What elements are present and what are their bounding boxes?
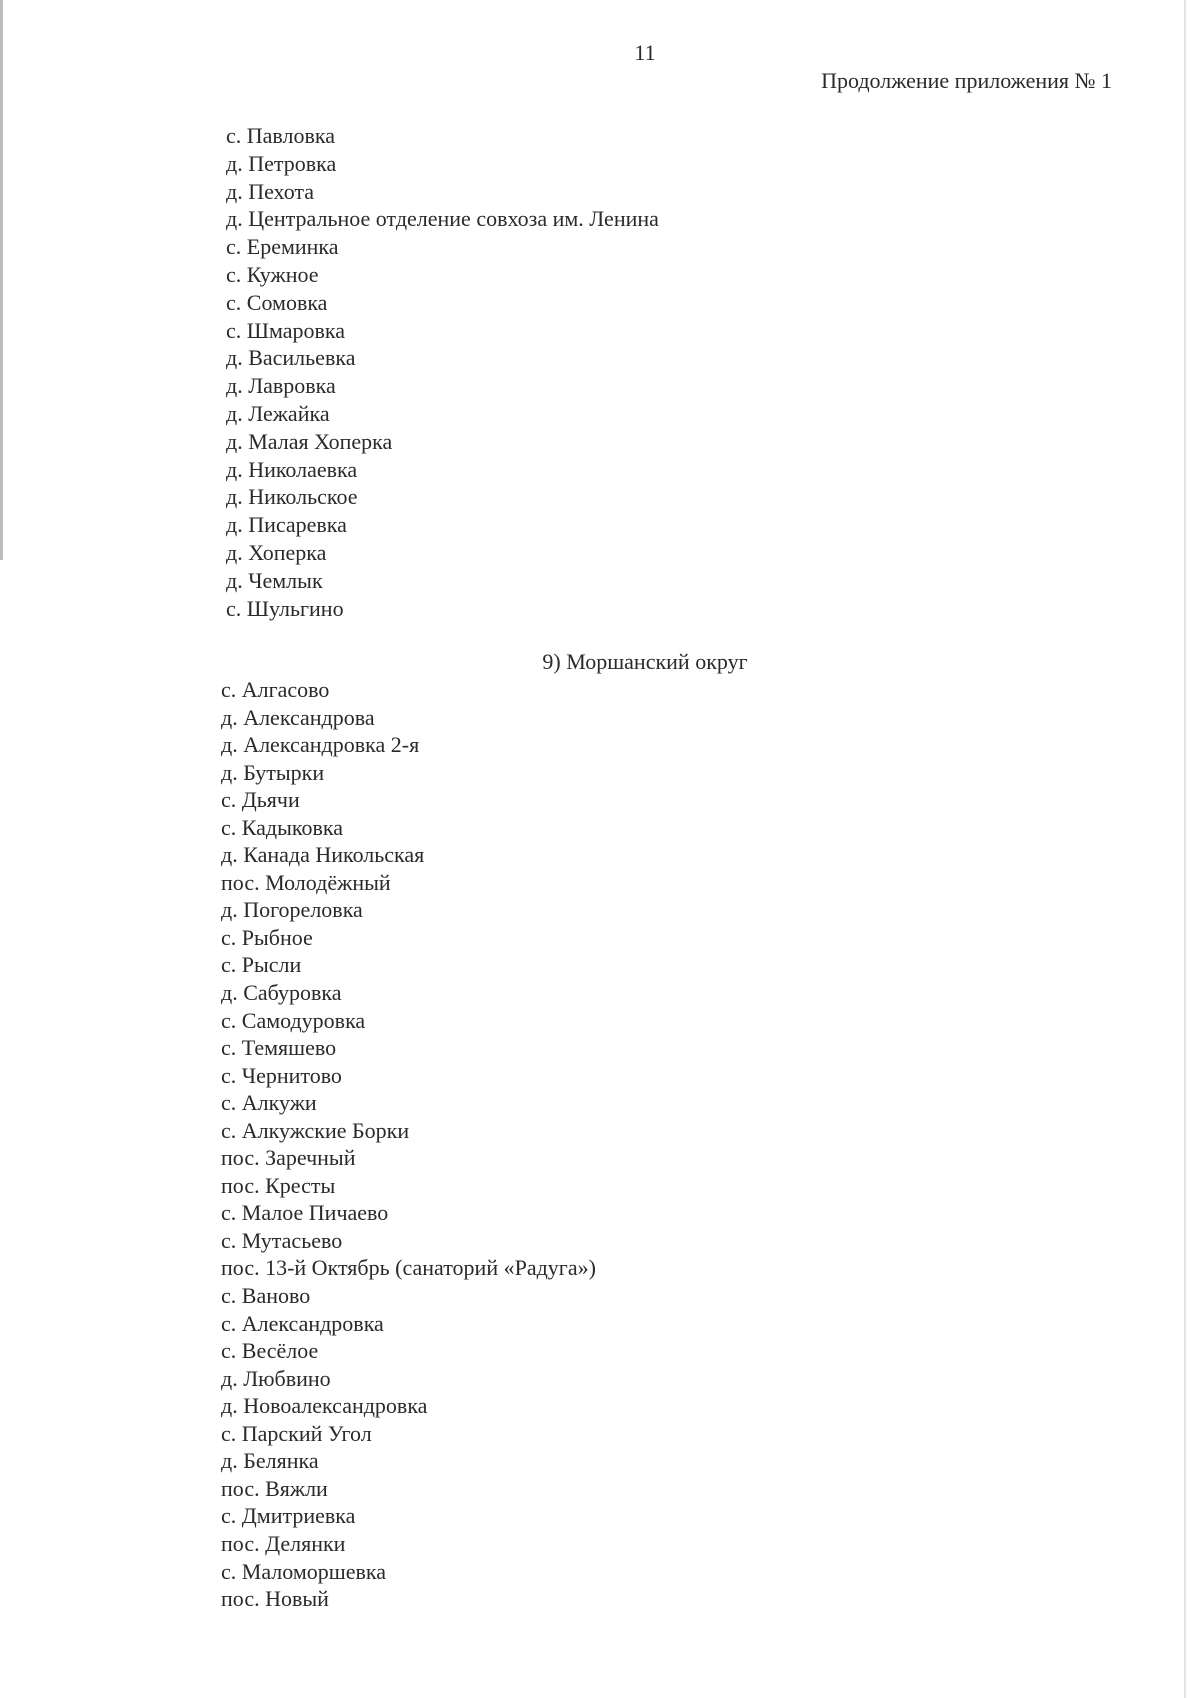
settlement-list-item: с. Кужное — [226, 261, 319, 287]
settlement-list-item: с. Парский Угол — [221, 1420, 372, 1446]
settlement-list-item: д. Александровка 2-я — [221, 732, 420, 758]
settlement-list-item: пос. Делянки — [221, 1530, 346, 1556]
settlement-list-item: с. Дьячи — [221, 787, 300, 813]
settlement-list-item: пос. 13-й Октябрь (санаторий «Радуга») — [221, 1255, 596, 1281]
settlement-list-item: с. Кадыковка — [221, 814, 343, 840]
settlement-list-item: д. Лежайка — [226, 400, 330, 426]
settlement-list-item: д. Николаевка — [226, 456, 358, 482]
settlement-list-item: с. Темяшево — [221, 1035, 337, 1061]
scan-edge-left — [0, 0, 3, 560]
settlement-list-item: с. Весёлое — [221, 1338, 319, 1364]
settlement-list-item: д. Никольское — [226, 484, 358, 510]
settlement-list-previous-district — [226, 122, 659, 622]
settlement-list-item: д. Лавровка — [226, 373, 336, 399]
settlement-list-item: с. Ереминка — [226, 234, 339, 260]
settlement-list-item: д. Канада Никольская — [221, 842, 425, 868]
section-heading-morshansky-district: 9) Моршанский округ — [542, 649, 748, 674]
settlement-list-item: пос. Кресты — [221, 1172, 336, 1198]
settlement-list-item: с. Александровка — [221, 1310, 384, 1336]
settlement-list-morshansky-district — [221, 676, 596, 1613]
page-number: 11 — [634, 40, 656, 65]
settlement-list-item: с. Алгасово — [221, 677, 330, 702]
settlement-list-item: д. Погореловка — [221, 897, 363, 923]
settlement-list-item: д. Хоперка — [226, 539, 327, 565]
settlement-list-item: д. Пехота — [226, 178, 315, 204]
settlement-list-item: с. Маломоршевка — [221, 1558, 386, 1584]
settlement-list-item: д. Чемлык — [226, 567, 323, 593]
settlement-list-item: д. Васильевка — [226, 345, 356, 371]
settlement-list-item: д. Малая Хоперка — [226, 428, 393, 454]
settlement-list-item: с. Сомовка — [226, 289, 328, 315]
settlement-list-item: с. Дмитриевка — [221, 1503, 356, 1529]
settlement-list-item: с. Самодуровка — [221, 1007, 366, 1033]
settlement-list-item: с. Рысли — [221, 952, 302, 978]
settlement-list-item: с. Шульгино — [226, 595, 344, 621]
settlement-list-item: д. Центральное отделение совхоза им. Ленина — [226, 206, 659, 232]
settlement-list-item: д. Петровка — [226, 150, 337, 176]
settlement-list-item: д. Александрова — [221, 704, 375, 730]
settlement-list-item: с. Мутасьево — [221, 1227, 343, 1253]
scan-edge-right — [1184, 0, 1186, 1698]
settlement-list-item: с. Алкужские Борки — [221, 1117, 410, 1143]
settlement-list-item: д. Бутырки — [221, 759, 325, 785]
settlement-list-item: д. Новоалександровка — [221, 1393, 428, 1419]
appendix-continuation-note: Продолжение приложения № 1 — [821, 68, 1112, 93]
settlement-list-item: д. Писаревка — [226, 512, 347, 538]
settlement-list-item: с. Алкужи — [221, 1090, 317, 1116]
settlement-list-item: д. Белянка — [221, 1448, 319, 1474]
settlement-list-item: с. Малое Пичаево — [221, 1200, 389, 1226]
settlement-list-item: пос. Вяжли — [221, 1475, 328, 1501]
settlement-list-item: с. Шмаровка — [226, 317, 346, 343]
settlement-list-item: с. Рыбное — [221, 924, 313, 950]
settlement-list-item: с. Ваново — [221, 1283, 311, 1309]
settlement-list-item: д. Сабуровка — [221, 980, 342, 1006]
settlement-list-item: пос. Заречный — [221, 1145, 356, 1171]
settlement-list-item: д. Любвино — [221, 1365, 331, 1391]
settlement-list-item: пос. Молодёжный — [221, 869, 391, 895]
settlement-list-item: с. Чернитово — [221, 1062, 342, 1088]
settlement-list-item: пос. Новый — [221, 1586, 329, 1612]
settlement-list-item: с. Павловка — [226, 123, 336, 148]
